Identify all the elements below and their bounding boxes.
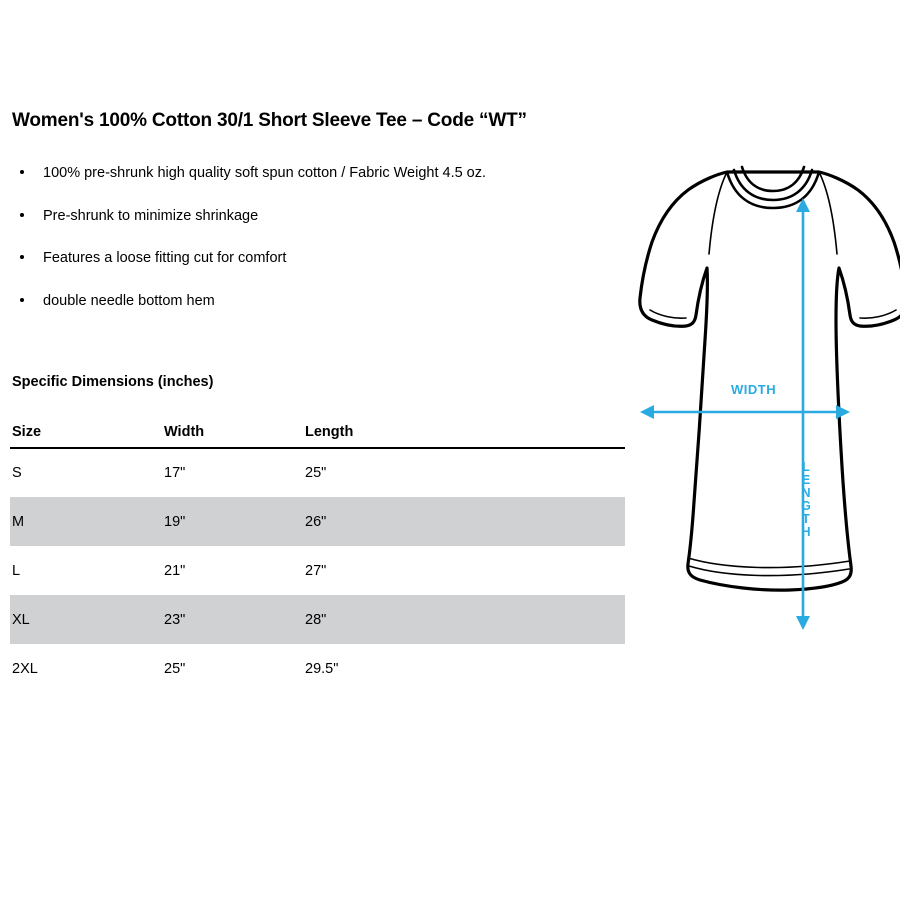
bullet-dot-icon (20, 255, 24, 259)
bullet-dot-icon (20, 298, 24, 302)
length-measure-label: LENGTH (799, 460, 813, 538)
size-table (10, 416, 625, 693)
column-header-length: Length (305, 423, 354, 440)
list-item-label: 100% pre-shrunk high quality soft spun cotton / Fabric Weight 4.5 oz. (43, 165, 487, 181)
table-row (10, 546, 625, 595)
cell-width: 23" (164, 611, 186, 628)
tshirt-illustration (630, 150, 900, 670)
cell-length: 28" (305, 611, 327, 628)
cell-size: 2XL (12, 660, 38, 677)
cell-width: 25" (164, 660, 186, 677)
list-item (12, 294, 630, 309)
cell-size: S (12, 465, 22, 481)
cell-width: 21" (164, 562, 186, 579)
table-header-row (10, 416, 625, 448)
column-header-size: Size (12, 423, 42, 440)
cell-width: 17" (164, 465, 186, 481)
page-title: Women's 100% Cotton 30/1 Short Sleeve Tee – Code “WT” (12, 110, 527, 131)
content-column (10, 110, 630, 693)
width-measure-label: WIDTH (731, 382, 777, 397)
dimensions-heading: Specific Dimensions (inches) (12, 374, 214, 390)
list-item-label: Features a loose fitting cut for comfort (43, 250, 287, 266)
cell-length: 26" (305, 513, 327, 530)
tshirt-diagram-svg (630, 150, 900, 650)
list-item-label: Pre-shrunk to minimize shrinkage (43, 207, 259, 224)
cell-length: 29.5" (305, 660, 339, 677)
bullet-dot-icon (20, 170, 24, 174)
cell-length: 27" (305, 562, 327, 579)
table-row (10, 595, 625, 644)
feature-list (12, 166, 630, 308)
column-header-width: Width (164, 423, 205, 440)
cell-size: L (12, 562, 21, 579)
table-row (10, 448, 625, 497)
table-row (10, 497, 625, 546)
list-item (12, 209, 630, 224)
bullet-dot-icon (20, 213, 24, 217)
list-item (12, 251, 630, 266)
cell-size: XL (12, 611, 30, 628)
list-item (12, 166, 630, 181)
list-item-label: double needle bottom hem (43, 292, 215, 309)
cell-size: M (12, 513, 25, 530)
cell-length: 25" (305, 465, 327, 481)
cell-width: 19" (164, 513, 186, 530)
table-row (10, 644, 625, 693)
